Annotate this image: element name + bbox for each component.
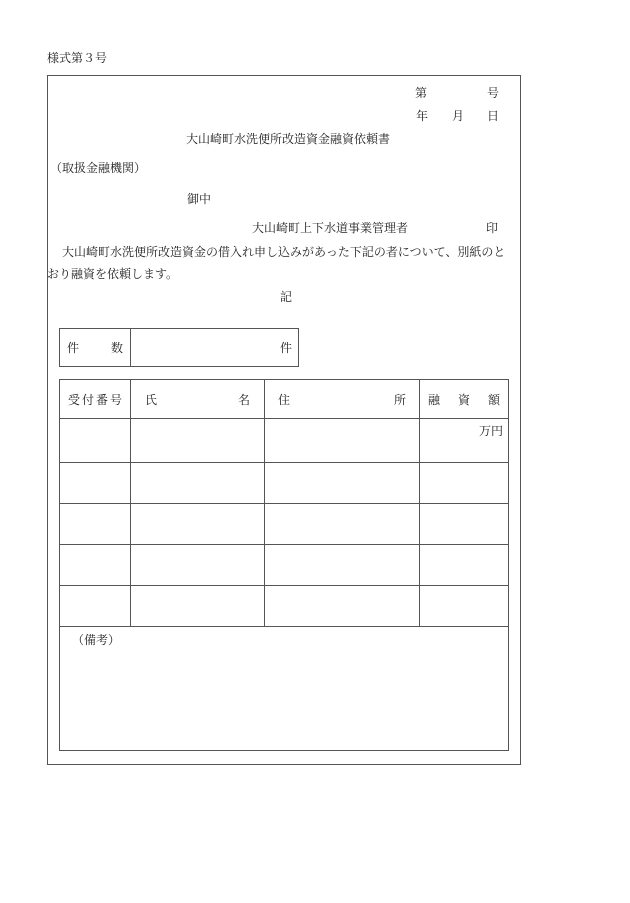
body-text-line2: おり融資を依頼します。 [47, 267, 179, 281]
cell-name[interactable] [131, 504, 265, 545]
header-name [131, 380, 265, 419]
cell-loan-amount[interactable] [420, 419, 509, 463]
table-row [60, 545, 509, 586]
cell-name[interactable] [131, 419, 265, 463]
table-row [60, 463, 509, 504]
table-row [60, 419, 509, 463]
count-value-cell[interactable] [131, 329, 299, 367]
count-label-cell [60, 329, 131, 367]
recipient-institution: （取扱金融機関） [50, 161, 147, 175]
cell-name[interactable] [131, 545, 265, 586]
count-label-a: 件 [67, 341, 80, 355]
body-text-line1: 大山崎町水洗便所改造資金の借入れ申し込みがあった下記の者について、別紙のと [62, 245, 506, 259]
number-suffix: 号 [487, 86, 500, 100]
cell-reception-number[interactable] [60, 586, 131, 627]
date-day: 日 [487, 109, 500, 123]
seal-mark: 印 [486, 221, 499, 235]
col-address-b: 所 [393, 392, 406, 407]
cell-loan-amount[interactable] [420, 545, 509, 586]
col-name-a: 氏 [145, 392, 158, 407]
count-unit: 件 [279, 341, 292, 355]
cell-address[interactable] [265, 545, 420, 586]
cell-loan-amount[interactable] [420, 504, 509, 545]
table-row [60, 504, 509, 545]
cell-address[interactable] [265, 419, 420, 463]
number-prefix: 第 [415, 86, 428, 100]
form-number: 様式第３号 [47, 51, 108, 65]
date-year: 年 [416, 109, 429, 123]
col-name-b: 名 [237, 392, 250, 407]
remarks-box[interactable] [59, 624, 509, 751]
col-amount-b: 資 [457, 392, 470, 407]
col-amount-c: 額 [487, 392, 500, 407]
amount-unit: 万円 [478, 424, 503, 438]
sender-name: 大山崎町上下水道事業管理者 [252, 221, 409, 235]
table-row [60, 586, 509, 627]
header-address [265, 380, 420, 419]
remarks-label: （備考） [72, 633, 121, 647]
ki-label: 記 [280, 290, 293, 304]
onchu-label: 御中 [187, 192, 212, 206]
cell-reception-number[interactable] [60, 545, 131, 586]
header-reception-number [60, 380, 131, 419]
cell-reception-number[interactable] [60, 463, 131, 504]
cell-reception-number[interactable] [60, 419, 131, 463]
applicant-table [59, 379, 509, 627]
cell-name[interactable] [131, 586, 265, 627]
col-reception-number: 受付番号 [68, 392, 125, 407]
document-title: 大山崎町水洗便所改造資金融資依頼書 [186, 132, 391, 146]
count-label-b: 数 [110, 341, 123, 355]
cell-address[interactable] [265, 586, 420, 627]
cell-loan-amount[interactable] [420, 586, 509, 627]
cell-reception-number[interactable] [60, 504, 131, 545]
cell-address[interactable] [265, 463, 420, 504]
col-address-a: 住 [278, 392, 291, 407]
col-amount-a: 融 [428, 392, 441, 407]
count-table [59, 328, 299, 367]
header-loan-amount [420, 380, 509, 419]
cell-address[interactable] [265, 504, 420, 545]
cell-loan-amount[interactable] [420, 463, 509, 504]
cell-name[interactable] [131, 463, 265, 504]
date-month: 月 [452, 109, 465, 123]
